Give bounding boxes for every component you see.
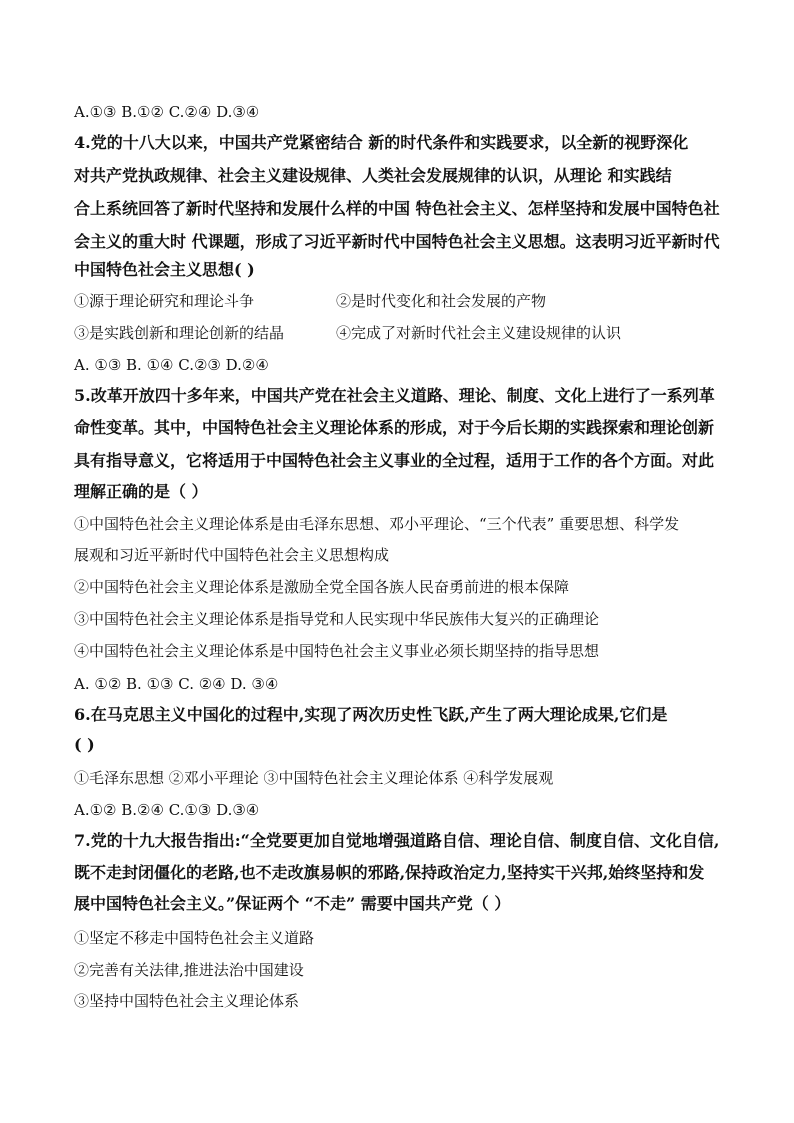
q5-option-4: ④中国特色社会主义理论体系是中国特色社会主义事业必须长期坚持的指导思想 [74,642,600,660]
q4-option-2: ②是时代变化和社会发展的产物 [336,292,547,310]
q4-stem-line-2: 对共产党执政规律、社会主义建设规律、人类社会发展规律的认识，从理论 和实践结 [74,166,672,185]
q5-option-2: ②中国特色社会主义理论体系是激励全党全国各族人民奋勇前进的根本保障 [74,578,570,596]
q6-stem-line-1: 6.在马克思主义中国化的过程中,实现了两次历史性飞跃,产生了两大理论成果,它们是 [74,705,668,724]
q6-stem-line-2: ( ) [74,735,95,754]
q7-stem-line-1: 7.党的十九大报告指出:“全党要更加自觉地增强道路自信、理论自信、制度自信、文化自信, [74,831,720,850]
q4-option-3: ③是实践创新和理论创新的结晶 [74,324,285,342]
q5-option-1-line-2: 展观和习近平新时代中国特色社会主义思想构成 [74,546,390,564]
q4-option-1: ①源于理论研究和理论斗争 [74,292,255,310]
q5-stem-line-1: 5.改革开放四十多年来，中国共产党在社会主义道路、理论、制度、文化上进行了一系列革 [74,386,715,405]
q5-stem-line-3: 具有指导意义，它将适用于中国特色社会主义事业的全过程，适用于工作的各个方面。对此 [74,451,715,470]
q7-option-1: ①坚定不移走中国特色社会主义道路 [74,929,315,947]
q7-stem-line-2: 既不走封闭僵化的老路,也不走改旗易帜的邪路,保持政治定力,坚持实干兴邦,始终坚持和发 [74,863,705,882]
q4-stem-line-1: 4.党的十八大以来，中国共产党紧密结合 新的时代条件和实践要求，以全新的视野深化 [74,133,689,152]
q4-answer-choices: A. ①③ B. ①④ C.②③ D.②④ [74,356,269,374]
q5-option-1-line-1: ①中国特色社会主义理论体系是由毛泽东思想、邓小平理论、“三个代表” 重要思想、科学发 [74,515,680,533]
q3-answer-choices: A.①③ B.①② C.②④ D.③④ [74,103,260,121]
q4-stem-line-3: 合上系统回答了新时代坚持和发展什么样的中国 特色社会主义、怎样坚持和发展中国特色社 [74,199,720,218]
q5-stem-line-2: 命性变革。其中，中国特色社会主义理论体系的形成，对于今后长期的实践探索和理论创新 [74,418,715,437]
q7-option-3: ③坚持中国特色社会主义理论体系 [74,992,300,1010]
q5-stem-line-4: 理解正确的是（ ） [74,482,208,501]
q7-option-2: ②完善有关法律,推进法治中国建设 [74,961,304,979]
q4-option-4: ④完成了对新时代社会主义建设规律的认识 [336,324,622,342]
q4-stem-line-5: 中国特色社会主义思想( ) [74,260,255,279]
q5-answer-choices: A. ①② B. ①③ C. ②④ D. ③④ [74,675,279,693]
q6-answer-choices: A.①② B.②④ C.①③ D.③④ [74,801,260,819]
q4-stem-line-4: 会主义的重大时 代课题，形成了习近平新时代中国特色社会主义思想。这表明习近平新时代 [74,232,720,251]
q5-option-3: ③中国特色社会主义理论体系是指导党和人民实现中华民族伟大复兴的正确理论 [74,610,600,628]
q6-options: ①毛泽东思想 ②邓小平理论 ③中国特色社会主义理论体系 ④科学发展观 [74,769,554,787]
q7-stem-line-3: 展中国特色社会主义。”保证两个 “不走” 需要中国共产党（ ） [74,894,511,913]
